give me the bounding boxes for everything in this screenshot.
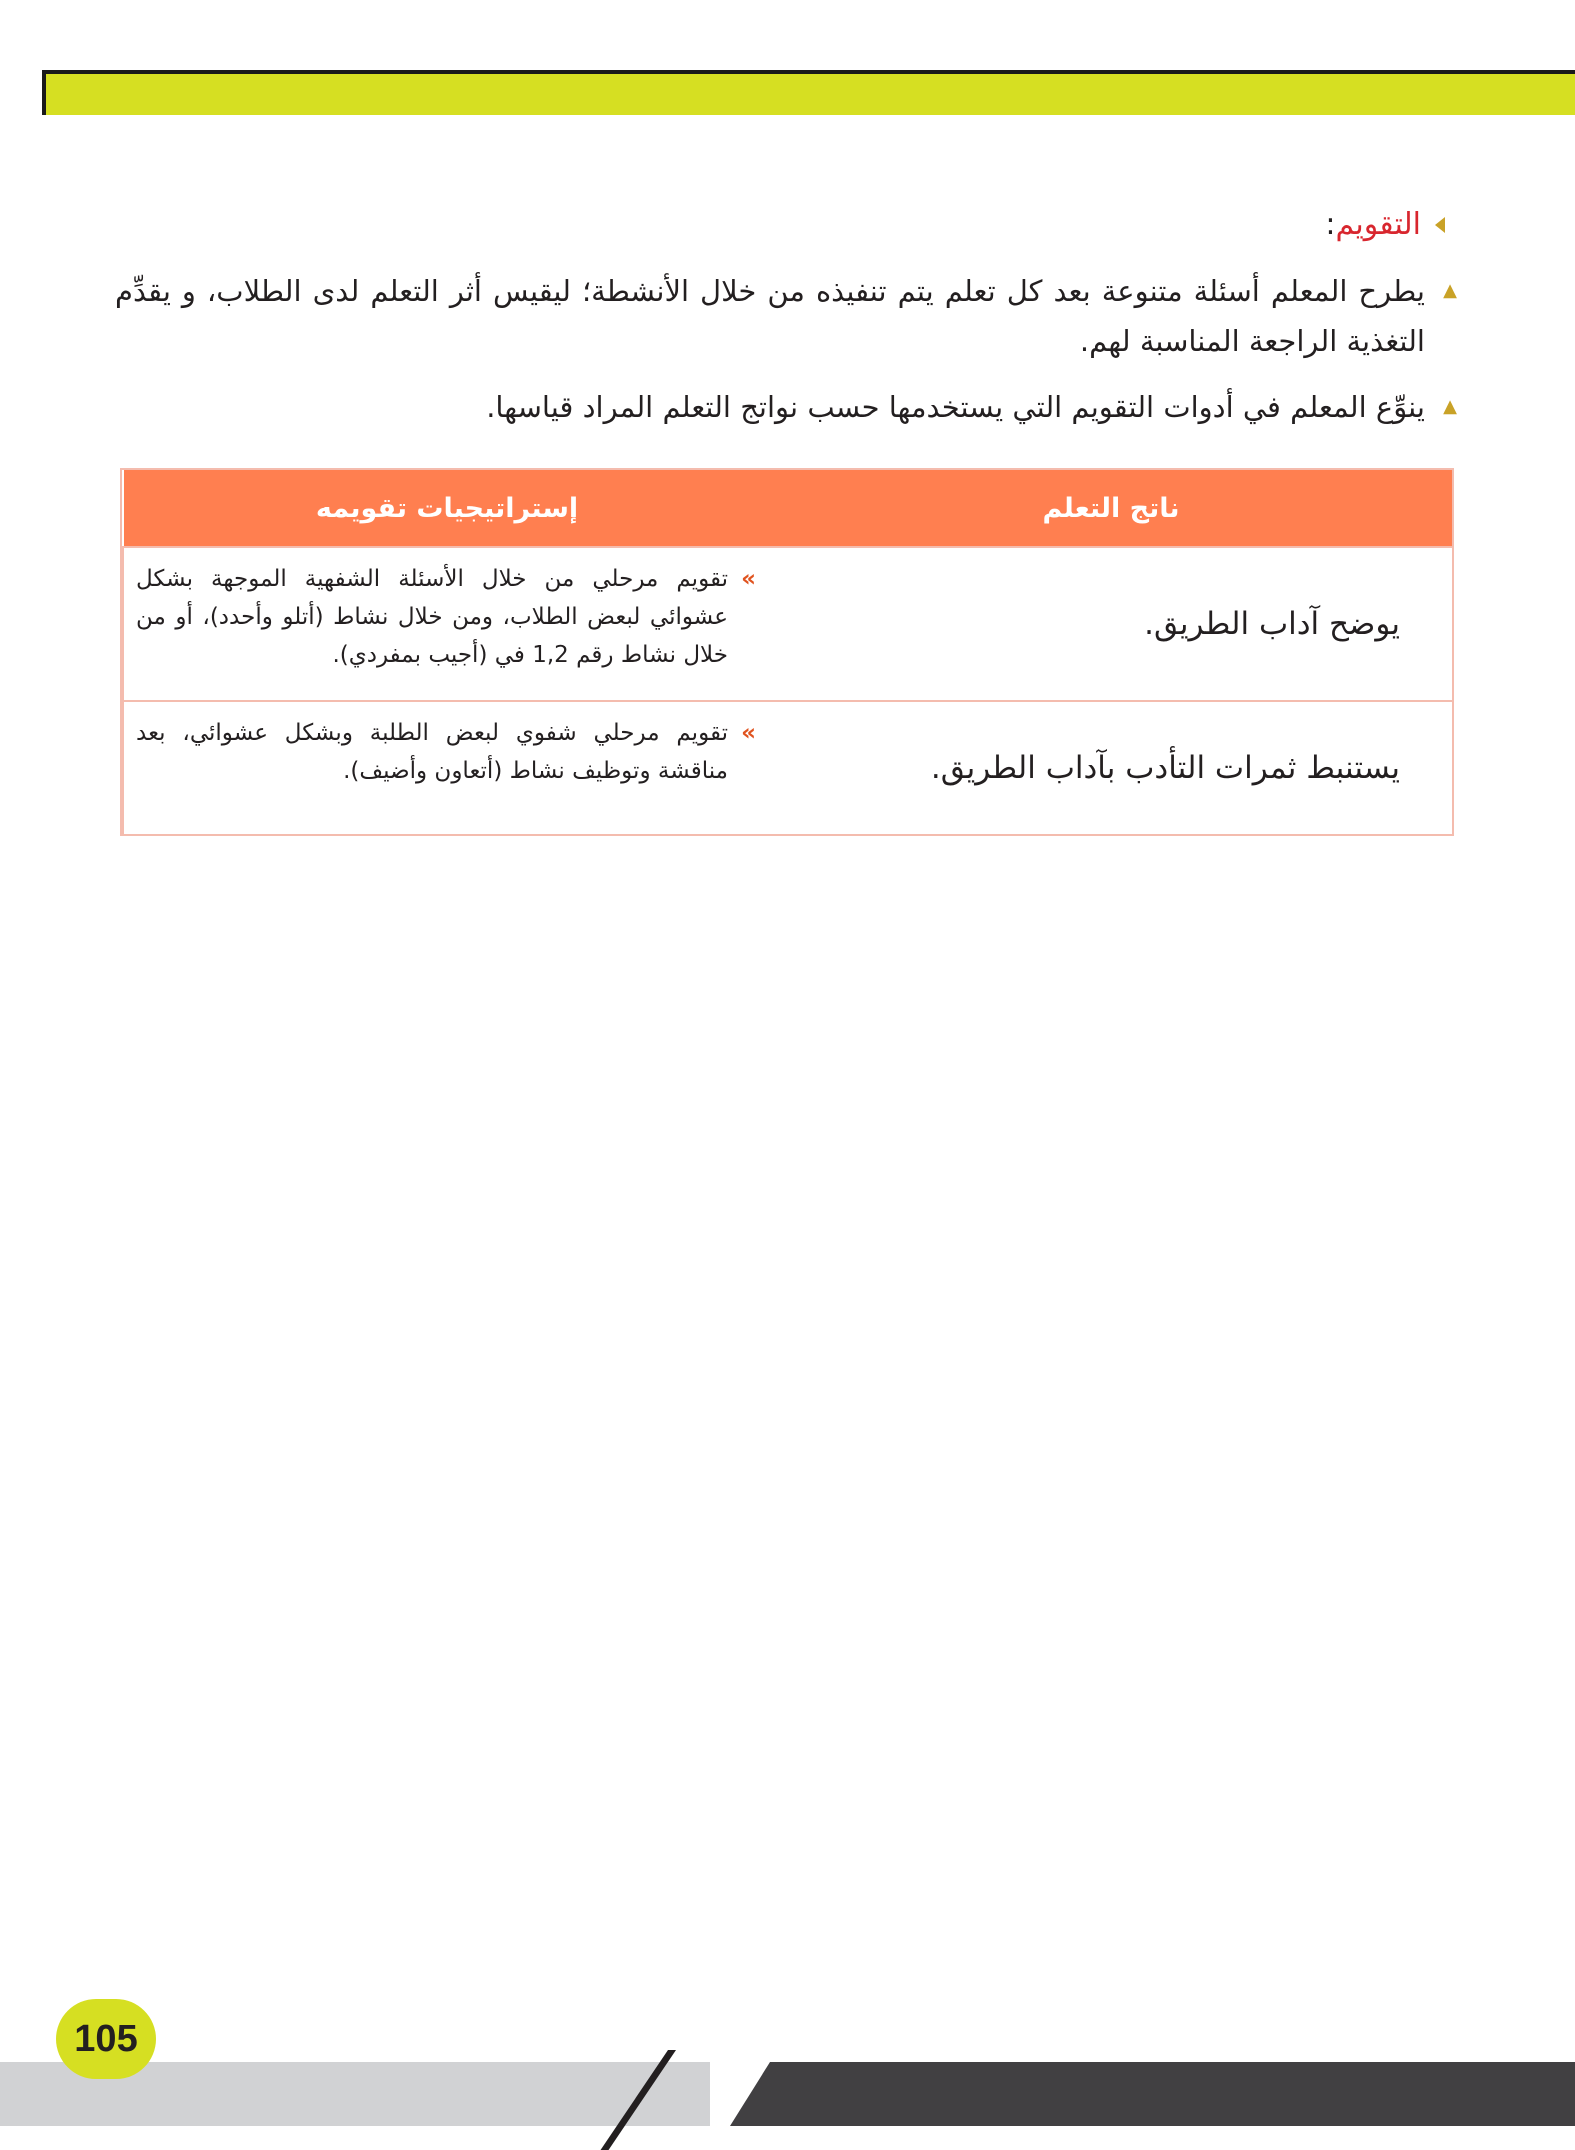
section-title-colon: : <box>1325 207 1336 242</box>
outcome-text: يستنبط ثمرات التأدب بآداب الطريق. <box>930 750 1400 786</box>
section-title-text: التقويم <box>1335 207 1421 242</box>
page-number-badge: 105 <box>56 1999 156 2079</box>
table-row <box>122 700 1452 834</box>
strategy-text: تقويم مرحلي شفوي لبعض الطلبة وبشكل عشوائي، بعد مناقشة وتوظيف نشاط (أتعاون وأضيف). <box>136 720 728 784</box>
guillemet-bullet-icon: » <box>741 720 756 746</box>
top-header-band <box>42 70 1575 115</box>
section-heading <box>115 200 1445 250</box>
arrowhead-bullet-icon: ▲ <box>1443 280 1457 301</box>
table-header-row <box>122 470 1452 546</box>
footer-dark-band <box>730 2062 1575 2126</box>
outcome-cell <box>770 548 1452 700</box>
guillemet-bullet-icon: » <box>741 566 756 592</box>
outcome-text: يوضح آداب الطريق. <box>1144 606 1400 642</box>
table-row <box>122 546 1452 700</box>
strategy-cell <box>122 702 770 834</box>
paragraph-text: يطرح المعلم أسئلة متنوعة بعد كل تعلم يتم تنفيذه من خلال الأنشطة؛ ليقيس أثر التعلم لدى الطلاب، و يقدِّم التغذية الراجعة المناسبة لهم. <box>115 274 1425 358</box>
arrowhead-bullet-icon: ▲ <box>1443 396 1457 417</box>
header-strategy: إستراتيجيات تقويمه <box>122 470 770 546</box>
evaluation-table <box>120 468 1454 836</box>
strategy-text: تقويم مرحلي من خلال الأسئلة الشفهية الموجهة بشكل عشوائي لبعض الطلاب، ومن خلال نشاط (أتلو وأحدد)، أو من خلال نشاط رقم 1,2 في (أجيب بمفردي). <box>136 566 728 668</box>
header-outcome: ناتج التعلم <box>1042 492 1180 524</box>
paragraph-text: ينوِّع المعلم في أدوات التقويم التي يستخدمها حسب نواتج التعلم المراد قياسها. <box>486 390 1425 424</box>
outcome-cell <box>770 702 1452 834</box>
paragraph-tools <box>115 382 1457 432</box>
paragraph-feedback <box>115 266 1457 366</box>
triangle-bullet-icon <box>1435 217 1445 233</box>
strategy-cell <box>122 548 770 700</box>
content-area <box>115 200 1457 432</box>
